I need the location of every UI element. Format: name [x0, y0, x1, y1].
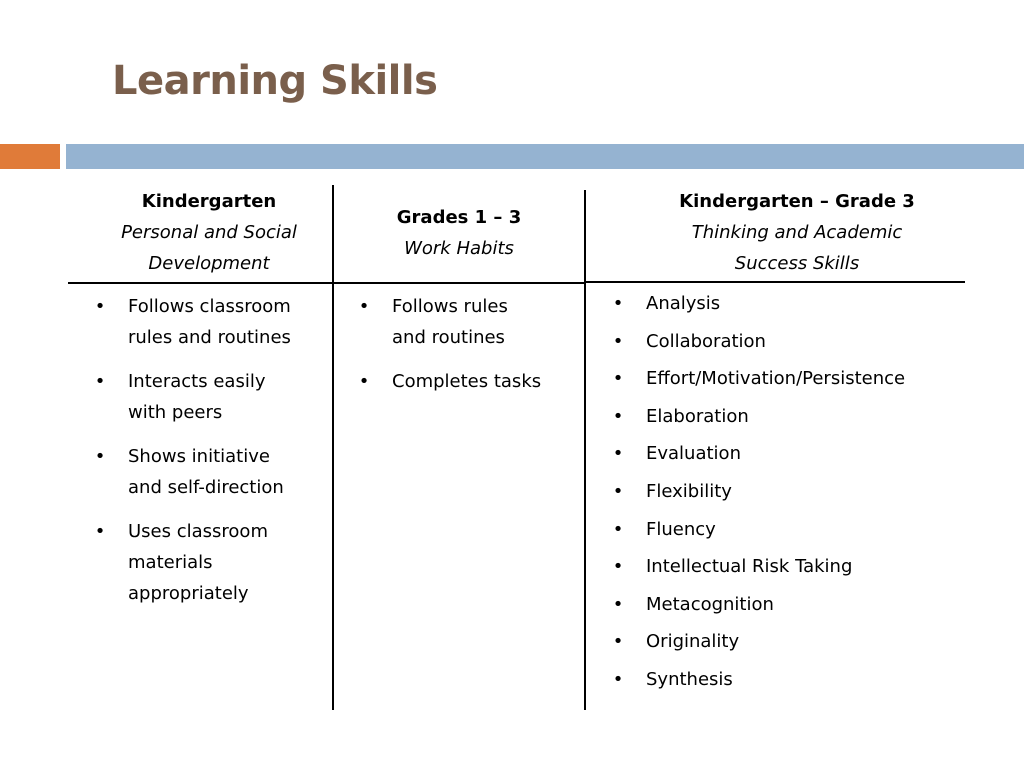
list-item-text-line: appropriately: [128, 583, 249, 604]
bullet-icon: •: [612, 556, 624, 578]
list-item: [94, 516, 291, 609]
column-heading-subtitle-line: Personal and Social: [121, 222, 297, 243]
bullet-icon: •: [612, 518, 624, 540]
list-item-text-line: materials: [128, 552, 213, 573]
list-item: [612, 626, 905, 657]
list-item-text-line: Collaboration: [646, 330, 766, 352]
list-item: [612, 551, 905, 582]
column-heading-kindergarten: [84, 186, 334, 279]
list-item-text-line: with peers: [128, 402, 223, 423]
column-heading-grades: [334, 202, 584, 264]
list-item-text-line: and self-direction: [128, 477, 284, 498]
header-divider-right: [584, 281, 965, 283]
list-item-text-line: Synthesis: [646, 668, 733, 690]
list-item: [612, 288, 905, 319]
bullet-icon: •: [612, 443, 624, 465]
list-item: [94, 441, 291, 503]
list-item-text-line: rules and routines: [128, 327, 291, 348]
list-item-text-line: Follows classroom: [128, 296, 291, 317]
list-work-habits: [358, 291, 541, 410]
list-item: [358, 291, 541, 353]
bullet-icon: •: [612, 668, 624, 690]
list-item: [612, 589, 905, 620]
column-heading-title: Kindergarten – Grade 3: [679, 191, 915, 212]
list-item-text-line: Effort/Motivation/Persistence: [646, 368, 906, 390]
list-item: [612, 401, 905, 432]
list-item-text-line: Analysis: [646, 293, 721, 314]
column-heading-subtitle-line: Development: [148, 253, 270, 274]
slide-title: Learning Skills: [112, 58, 438, 104]
bullet-icon: •: [612, 368, 624, 390]
bullet-icon: •: [612, 480, 624, 502]
list-thinking-skills: [612, 288, 905, 702]
list-item-text-line: Interacts easily: [128, 371, 266, 392]
column-heading-subtitle-line: Work Habits: [404, 238, 514, 259]
list-item-text-line: Intellectual Risk Taking: [646, 556, 853, 578]
list-item-text-line: Shows initiative: [128, 446, 270, 467]
list-item-text-line: Uses classroom: [128, 521, 268, 542]
column-heading-title: Grades 1 – 3: [396, 207, 522, 228]
list-item-text-line: Flexibility: [646, 480, 732, 502]
bullet-icon: •: [612, 405, 624, 427]
bullet-icon: •: [94, 296, 106, 317]
bullet-icon: •: [358, 371, 370, 392]
list-item: [358, 366, 541, 397]
column-heading-thinking-skills: [640, 186, 954, 279]
bullet-icon: •: [612, 631, 624, 653]
list-kindergarten-skills: [94, 291, 291, 622]
header-divider-left: [68, 282, 584, 284]
list-item: [612, 326, 905, 357]
list-item-text-line: Metacognition: [646, 593, 774, 615]
list-item: [612, 664, 905, 695]
bullet-icon: •: [612, 293, 624, 314]
bullet-icon: •: [612, 330, 624, 352]
list-item-text-line: Evaluation: [646, 443, 741, 465]
list-item-text-line: Fluency: [646, 518, 716, 540]
accent-bar-orange: [0, 144, 60, 169]
list-item: [612, 514, 905, 545]
list-item-text-line: Originality: [646, 631, 740, 653]
list-item: [612, 438, 905, 469]
list-item-text-line: Completes tasks: [392, 371, 542, 392]
column-heading-subtitle-line: Thinking and Academic: [691, 222, 903, 243]
list-item-text-line: Elaboration: [646, 405, 749, 427]
bullet-icon: •: [358, 296, 370, 317]
bullet-icon: •: [94, 521, 106, 542]
column-divider-2: [584, 190, 586, 710]
column-heading-subtitle-line: Success Skills: [734, 253, 860, 274]
list-item: [612, 363, 905, 394]
list-item: [612, 476, 905, 507]
accent-bar-blue: [66, 144, 1024, 169]
bullet-icon: •: [94, 446, 106, 467]
bullet-icon: •: [94, 371, 106, 392]
list-item-text-line: and routines: [392, 327, 505, 348]
bullet-icon: •: [612, 593, 624, 615]
list-item: [94, 366, 291, 428]
list-item: [94, 291, 291, 353]
column-heading-title: Kindergarten: [141, 191, 277, 212]
list-item-text-line: Follows rules: [392, 296, 508, 317]
